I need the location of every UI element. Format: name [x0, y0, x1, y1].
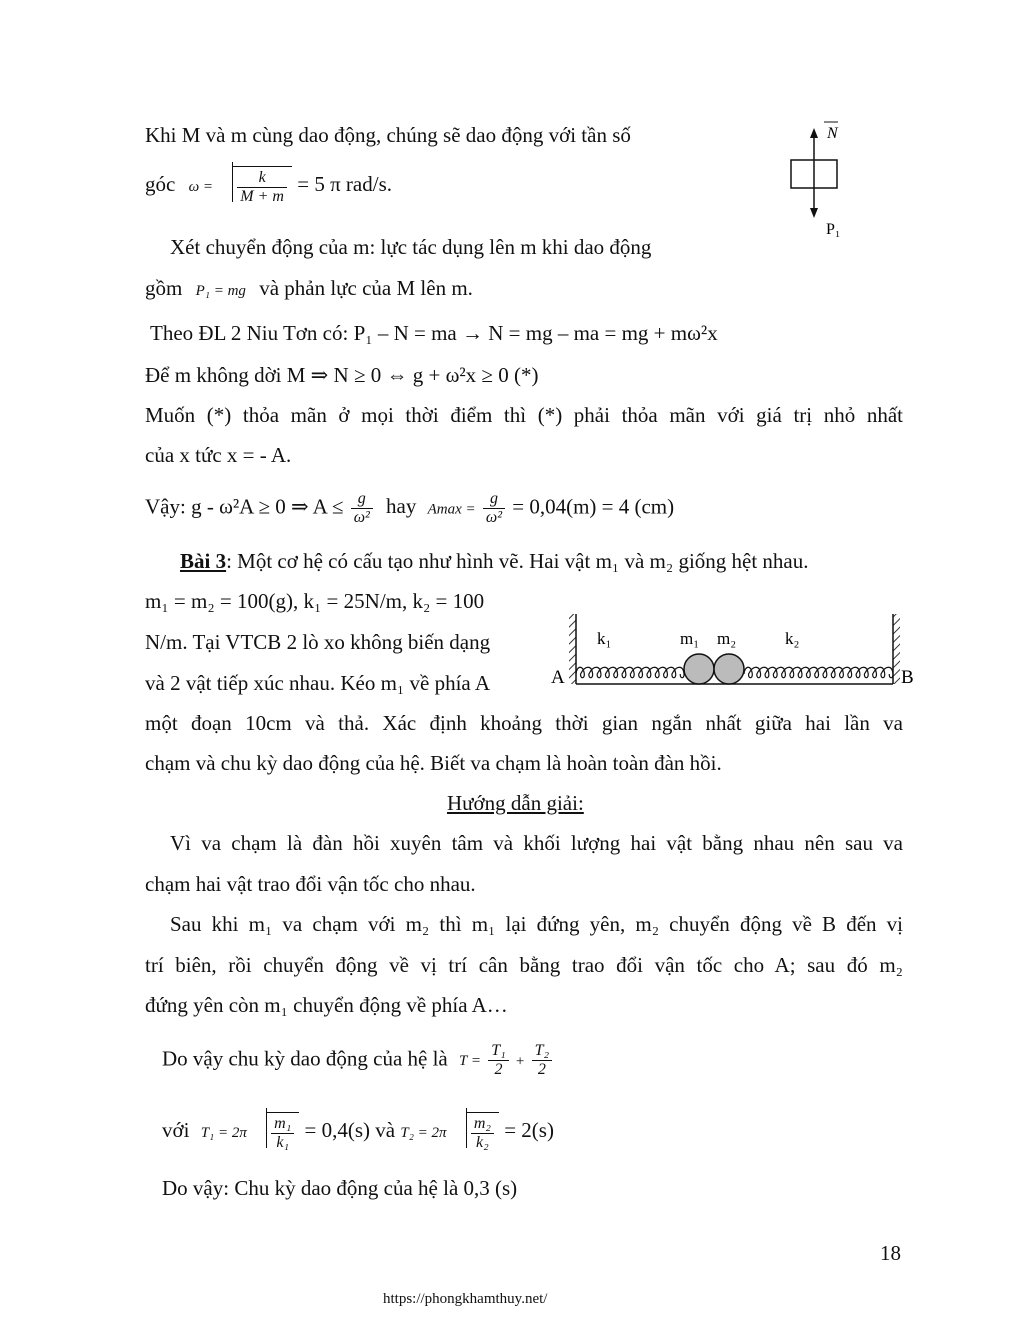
formula: T =	[459, 1053, 481, 1070]
sqrt-symbol: $\frac{\text{m₂}}{\text{k₂}}$	[452, 1112, 499, 1152]
text-line	[145, 275, 473, 304]
solution-heading: Hướng dẫn giải:	[447, 791, 584, 815]
text: Vậy: g - ω²A ≥ 0 ⇒ A ≤	[145, 494, 344, 519]
sqrt-symbol: $\frac{\text{m₁}}{\text{k₁}}$	[252, 1112, 299, 1152]
a-label: A	[551, 667, 565, 688]
formula: T₂ = 2π	[400, 1124, 447, 1141]
text: gồm	[145, 276, 183, 300]
spring-k1	[576, 667, 684, 678]
frac-num: k	[258, 169, 266, 186]
text-line: N/m. Tại VTCB 2 lò xo không biến dạng	[145, 630, 491, 654]
text-line: chạm và chu kỳ dao động của hệ. Biết va chạm là hoàn toàn đàn hồi.	[145, 751, 722, 775]
text: : Một cơ hệ có cấu tạo như hình vẽ. Hai vật m₁ và m₂ giống hệt nhau.	[226, 549, 809, 573]
fraction: $\frac{\text{T₂}}{2}$	[532, 1042, 552, 1079]
text-line: đứng yên còn m₁ chuyển động về phía A…	[145, 993, 508, 1017]
text-line: Muốn (*) thỏa mãn ở mọi thời điểm thì (*) phải thỏa mãn với giá trị nhỏ nhất	[145, 403, 903, 427]
text: +	[515, 1053, 525, 1070]
fraction: $\frac{g}{\text{ω²}}$	[483, 490, 505, 527]
text-line: trí biên, rồi chuyển động về vị trí cân bằng trao đổi vận tốc cho A; sau đó m₂	[145, 953, 903, 977]
problem-title	[180, 548, 809, 574]
mass-m2	[714, 654, 744, 684]
period-formula	[162, 1042, 554, 1079]
k1-label: k₁	[597, 629, 612, 648]
t1-t2-formula	[162, 1112, 554, 1152]
title: Bài 3	[180, 549, 227, 573]
p-label: P₁	[826, 221, 841, 238]
b-label: B	[901, 667, 914, 688]
text-line: Xét chuyển động của m: lực tác dụng lên m khi dao động	[170, 235, 652, 259]
formula: T₁ = 2π	[200, 1124, 247, 1141]
m2-label: m₂	[717, 629, 737, 648]
formula: Amax =	[427, 501, 476, 518]
text-line: Theo ĐL 2 Niu Tơn có: P₁ – N = ma → N = mg – ma = mg + mω²x	[150, 321, 718, 345]
text: với	[162, 1117, 190, 1142]
formula-lhs: ω =	[188, 178, 214, 195]
text-line: và 2 vật tiếp xúc nhau. Kéo m₁ về phía A	[145, 671, 490, 695]
m1-label: m₁	[680, 629, 700, 648]
frac-den: M + m	[237, 187, 287, 206]
formula-result: = 5 π rad/s.	[297, 171, 393, 196]
text: = 2(s)	[504, 1117, 554, 1142]
arrow-up-icon	[810, 128, 818, 138]
text: hay	[386, 494, 417, 519]
formula: P₁ = mg	[195, 283, 246, 299]
arrow-down-icon	[810, 208, 818, 218]
text-line: m₁ = m₂ = 100(g), k₁ = 25N/m, k₂ = 100	[145, 589, 485, 613]
text-line: Để m không dời M ⇒ N ≥ 0 ⇔ g + ω²x ≥ 0 (*)	[145, 363, 539, 387]
spring-k2	[744, 667, 893, 678]
text: góc	[145, 171, 176, 196]
fraction: $\frac{g}{\text{ω²}}$	[351, 490, 373, 527]
n-label: N	[827, 125, 838, 142]
amax-formula	[145, 490, 674, 527]
text: = 0,04(m) = 4 (cm)	[512, 494, 675, 519]
k2-label: k₂	[785, 629, 800, 648]
text-line: một đoạn 10cm và thả. Xác định khoảng thời gian ngắn nhất giữa hai lần va	[145, 711, 903, 735]
text-line: chạm hai vật trao đổi vận tốc cho nhau.	[145, 872, 476, 896]
text-line: của x tức x = - A.	[145, 443, 292, 467]
text: Do vậy chu kỳ dao động của hệ là	[162, 1046, 448, 1071]
text: và phản lực của M lên m.	[259, 276, 473, 300]
mass-m1	[684, 654, 714, 684]
page-number: 18	[880, 1241, 901, 1265]
text-line: Do vậy: Chu kỳ dao động của hệ là 0,3 (s)	[162, 1176, 518, 1200]
text: = 0,4(s) và	[304, 1117, 396, 1142]
spring-diagram	[545, 608, 920, 693]
omega-formula	[145, 166, 392, 206]
text-line: Vì va chạm là đàn hồi xuyên tâm và khối lượng hai vật bằng nhau nên sau va	[170, 831, 903, 855]
fraction: $\frac{\text{T₁}}{2}$	[488, 1042, 508, 1079]
sqrt-symbol	[218, 166, 292, 206]
footer-url[interactable]: https://phongkhamthuy.net/	[383, 1291, 548, 1307]
text-line: Sau khi m₁ va chạm với m₂ thì m₁ lại đứng yên, m₂ chuyển động về B đến vị	[170, 912, 903, 936]
force-diagram	[780, 112, 860, 242]
text-line: Khi M và m cùng dao động, chúng sẽ dao động với tần số	[145, 123, 631, 147]
